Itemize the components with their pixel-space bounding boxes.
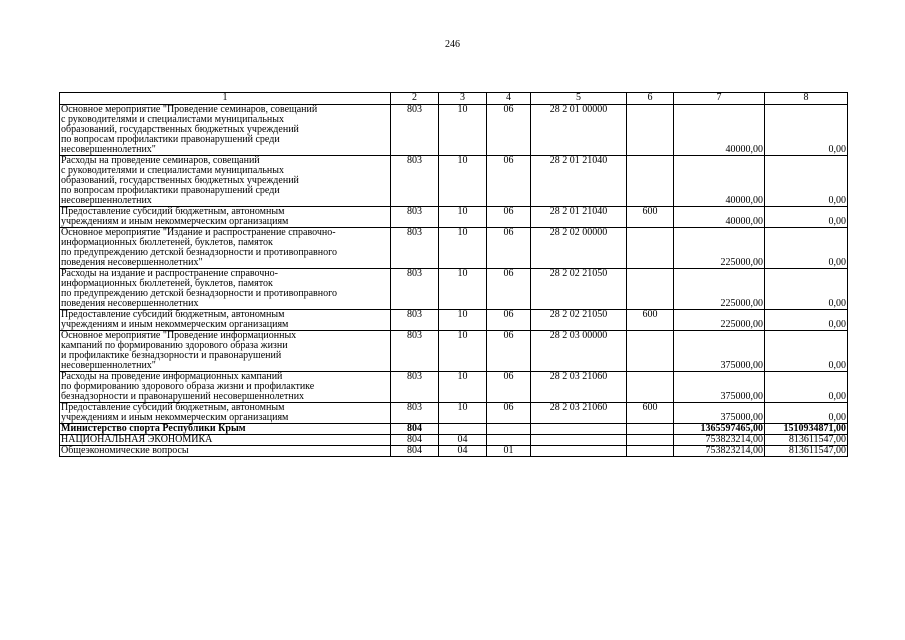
cell-amount-8: 0,00 bbox=[765, 372, 848, 403]
row-description: Предоставление субсидий бюджетным, автономным учреждениям и иным некоммерческим организациям bbox=[60, 403, 391, 424]
row-description: Основное мероприятие "Проведение семинаров, совещаний с руководителями и специалистами муниципальных образований, государственных бюджетных учреждений по вопросам профилактики правонарушений среди несовершеннолетних" bbox=[60, 105, 391, 156]
table-row bbox=[60, 372, 848, 403]
row-description: Основное мероприятие "Издание и распространение справочно- информационных бюллетеней, буклетов, памяток по предупреждению детской безнадзорности и противоправного поведения несовершеннолетних" bbox=[60, 228, 391, 269]
cell-code-5: 28 2 02 21050 bbox=[531, 310, 627, 331]
table-row bbox=[60, 228, 848, 269]
cell-code-3: 10 bbox=[439, 372, 487, 403]
cell-code-5: 28 2 01 21040 bbox=[531, 207, 627, 228]
cell-code-6 bbox=[627, 228, 674, 269]
cell-code-3: 04 bbox=[439, 435, 487, 446]
column-header: 7 bbox=[674, 93, 765, 105]
cell-amount-7: 225000,00 bbox=[674, 269, 765, 310]
cell-code-4: 06 bbox=[487, 156, 531, 207]
cell-code-4: 06 bbox=[487, 403, 531, 424]
table-row bbox=[60, 403, 848, 424]
cell-code-5: 28 2 03 00000 bbox=[531, 331, 627, 372]
cell-code-5: 28 2 01 00000 bbox=[531, 105, 627, 156]
row-description: Общеэкономические вопросы bbox=[60, 446, 391, 457]
cell-code-2: 803 bbox=[391, 156, 439, 207]
column-header: 2 bbox=[391, 93, 439, 105]
cell-code-3: 10 bbox=[439, 228, 487, 269]
column-header: 6 bbox=[627, 93, 674, 105]
cell-amount-8: 0,00 bbox=[765, 228, 848, 269]
cell-code-6 bbox=[627, 269, 674, 310]
cell-code-6 bbox=[627, 446, 674, 457]
cell-code-3: 10 bbox=[439, 207, 487, 228]
cell-code-3: 10 bbox=[439, 310, 487, 331]
cell-amount-8: 0,00 bbox=[765, 156, 848, 207]
cell-code-2: 803 bbox=[391, 372, 439, 403]
cell-amount-7: 40000,00 bbox=[674, 207, 765, 228]
cell-amount-8: 0,00 bbox=[765, 331, 848, 372]
cell-code-4: 06 bbox=[487, 310, 531, 331]
cell-code-5 bbox=[531, 446, 627, 457]
cell-code-6 bbox=[627, 105, 674, 156]
cell-code-6 bbox=[627, 331, 674, 372]
cell-amount-8: 813611547,00 bbox=[765, 435, 848, 446]
cell-code-6 bbox=[627, 424, 674, 435]
cell-code-6: 600 bbox=[627, 403, 674, 424]
table-row bbox=[60, 156, 848, 207]
cell-code-5 bbox=[531, 424, 627, 435]
cell-amount-8: 0,00 bbox=[765, 269, 848, 310]
cell-code-6 bbox=[627, 435, 674, 446]
cell-code-3: 10 bbox=[439, 105, 487, 156]
cell-code-3: 10 bbox=[439, 269, 487, 310]
row-description: Расходы на проведение информационных кампаний по формированию здорового образа жизни и профилактике безнадзорности и правонарушений несовершеннолетних bbox=[60, 372, 391, 403]
cell-amount-8: 0,00 bbox=[765, 207, 848, 228]
cell-code-4: 06 bbox=[487, 105, 531, 156]
cell-amount-7: 40000,00 bbox=[674, 105, 765, 156]
cell-amount-7: 225000,00 bbox=[674, 228, 765, 269]
table-row bbox=[60, 310, 848, 331]
column-header: 5 bbox=[531, 93, 627, 105]
cell-amount-8: 0,00 bbox=[765, 403, 848, 424]
table-row bbox=[60, 446, 848, 457]
cell-code-3: 10 bbox=[439, 156, 487, 207]
cell-code-2: 804 bbox=[391, 446, 439, 457]
cell-amount-7: 753823214,00 bbox=[674, 446, 765, 457]
cell-code-4: 06 bbox=[487, 269, 531, 310]
cell-code-3: 10 bbox=[439, 331, 487, 372]
cell-amount-7: 753823214,00 bbox=[674, 435, 765, 446]
cell-amount-7: 375000,00 bbox=[674, 331, 765, 372]
row-description: НАЦИОНАЛЬНАЯ ЭКОНОМИКА bbox=[60, 435, 391, 446]
column-header: 8 bbox=[765, 93, 848, 105]
cell-code-3: 10 bbox=[439, 403, 487, 424]
cell-amount-7: 1365597465,00 bbox=[674, 424, 765, 435]
cell-code-3 bbox=[439, 424, 487, 435]
budget-table bbox=[59, 92, 848, 457]
table-row bbox=[60, 424, 848, 435]
table-row bbox=[60, 105, 848, 156]
cell-amount-8: 0,00 bbox=[765, 310, 848, 331]
cell-amount-7: 375000,00 bbox=[674, 372, 765, 403]
cell-code-5: 28 2 03 21060 bbox=[531, 403, 627, 424]
column-header: 3 bbox=[439, 93, 487, 105]
row-description: Министерство спорта Республики Крым bbox=[60, 424, 391, 435]
table-row bbox=[60, 207, 848, 228]
cell-code-6: 600 bbox=[627, 207, 674, 228]
cell-code-5 bbox=[531, 435, 627, 446]
cell-code-2: 803 bbox=[391, 310, 439, 331]
table-header-row bbox=[60, 93, 848, 105]
cell-code-5: 28 2 02 00000 bbox=[531, 228, 627, 269]
cell-code-2: 803 bbox=[391, 228, 439, 269]
cell-code-2: 804 bbox=[391, 435, 439, 446]
cell-code-6: 600 bbox=[627, 310, 674, 331]
cell-code-6 bbox=[627, 156, 674, 207]
row-description: Предоставление субсидий бюджетным, автономным учреждениям и иным некоммерческим организациям bbox=[60, 207, 391, 228]
row-description: Предоставление субсидий бюджетным, автономным учреждениям и иным некоммерческим организациям bbox=[60, 310, 391, 331]
cell-amount-8: 0,00 bbox=[765, 105, 848, 156]
cell-code-4 bbox=[487, 424, 531, 435]
row-description: Расходы на проведение семинаров, совещаний с руководителями и специалистами муниципальных образований, государственных бюджетных учреждений по вопросам профилактики правонарушений среди несовершеннолетних bbox=[60, 156, 391, 207]
cell-code-5: 28 2 01 21040 bbox=[531, 156, 627, 207]
cell-amount-7: 225000,00 bbox=[674, 310, 765, 331]
column-header: 4 bbox=[487, 93, 531, 105]
cell-code-5: 28 2 02 21050 bbox=[531, 269, 627, 310]
column-header: 1 bbox=[60, 93, 391, 105]
cell-amount-7: 375000,00 bbox=[674, 403, 765, 424]
row-description: Расходы на издание и распространение справочно- информационных бюллетеней, буклетов, памяток по предупреждению детской безнадзорности и противоправного поведения несовершеннолетних bbox=[60, 269, 391, 310]
cell-code-2: 803 bbox=[391, 331, 439, 372]
cell-code-4: 01 bbox=[487, 446, 531, 457]
cell-amount-7: 40000,00 bbox=[674, 156, 765, 207]
cell-code-4: 06 bbox=[487, 207, 531, 228]
cell-amount-8: 1510934871,00 bbox=[765, 424, 848, 435]
cell-amount-8: 813611547,00 bbox=[765, 446, 848, 457]
cell-code-2: 803 bbox=[391, 207, 439, 228]
cell-code-2: 803 bbox=[391, 403, 439, 424]
cell-code-5: 28 2 03 21060 bbox=[531, 372, 627, 403]
cell-code-4 bbox=[487, 435, 531, 446]
cell-code-2: 804 bbox=[391, 424, 439, 435]
table-row bbox=[60, 435, 848, 446]
page-number: 246 bbox=[445, 39, 460, 50]
cell-code-3: 04 bbox=[439, 446, 487, 457]
table-row bbox=[60, 331, 848, 372]
cell-code-4: 06 bbox=[487, 331, 531, 372]
cell-code-4: 06 bbox=[487, 372, 531, 403]
cell-code-2: 803 bbox=[391, 105, 439, 156]
cell-code-2: 803 bbox=[391, 269, 439, 310]
table-row bbox=[60, 269, 848, 310]
row-description: Основное мероприятие "Проведение информационных кампаний по формированию здорового образа жизни и профилактике безнадзорности и правонарушений несовершеннолетних" bbox=[60, 331, 391, 372]
cell-code-4: 06 bbox=[487, 228, 531, 269]
cell-code-6 bbox=[627, 372, 674, 403]
